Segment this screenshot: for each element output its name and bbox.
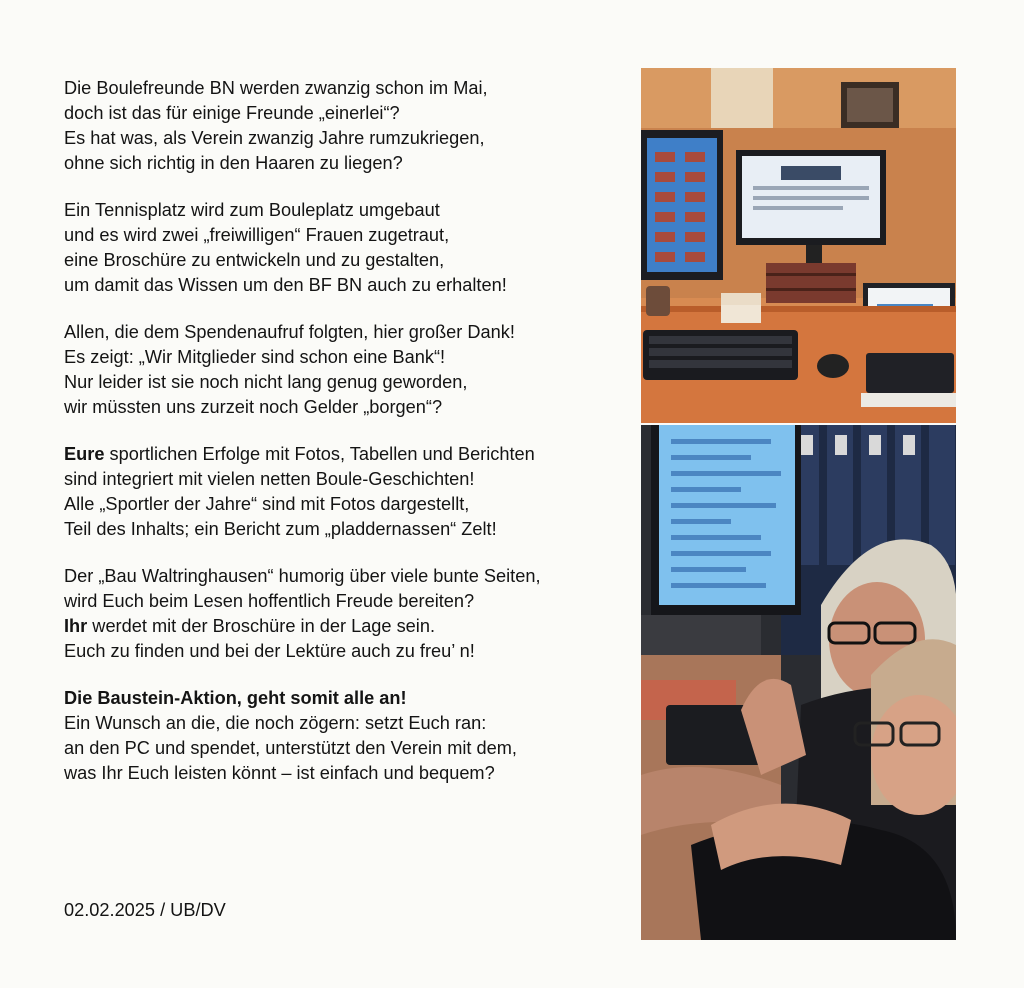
- poem: [64, 76, 634, 808]
- line-text: eine Broschüre zu entwickeln und zu gestalten,: [64, 250, 445, 270]
- poem-line: [64, 248, 634, 273]
- stanza-5: [64, 564, 634, 664]
- selfie-photo: [641, 425, 956, 940]
- poem-line: [64, 320, 634, 345]
- line-text: Euch zu finden und bei der Lektüre auch zu freu’ n!: [64, 641, 475, 661]
- line-text: um damit das Wissen um den BF BN auch zu erhalten!: [64, 275, 507, 295]
- poem-line: [64, 101, 634, 126]
- desk-photo-illustration: [641, 68, 956, 423]
- poem-line: [64, 76, 634, 101]
- line-text: werdet mit der Broschüre in der Lage sein.: [87, 616, 436, 636]
- line-text: an den PC und spendet, unterstützt den Verein mit dem,: [64, 738, 517, 758]
- poem-line: [64, 467, 634, 492]
- stanza-1: [64, 76, 634, 176]
- bold-word: Eure: [64, 444, 105, 464]
- poem-line: [64, 395, 634, 420]
- poem-line: [64, 517, 634, 542]
- line-text: was Ihr Euch leisten könnt – ist einfach und bequem?: [64, 763, 495, 783]
- bold-heading: Die Baustein-Aktion, geht somit alle an!: [64, 688, 407, 708]
- line-text: Ein Tennisplatz wird zum Bouleplatz umgebaut: [64, 200, 440, 220]
- line-text: Es hat was, als Verein zwanzig Jahre rumzukriegen,: [64, 128, 485, 148]
- poem-line: [64, 614, 634, 639]
- desk-photo: [641, 68, 956, 423]
- line-text: ohne sich richtig in den Haaren zu liegen?: [64, 153, 403, 173]
- line-text: Nur leider ist sie noch nicht lang genug geworden,: [64, 372, 468, 392]
- poem-line: [64, 761, 634, 786]
- stanza-3: [64, 320, 634, 420]
- poem-line: [64, 442, 634, 467]
- stanza-6: [64, 686, 634, 786]
- line-text: wird Euch beim Lesen hoffentlich Freude bereiten?: [64, 591, 475, 611]
- stanza-4: [64, 442, 634, 542]
- line-text: Der „Bau Waltringhausen“ humorig über viele bunte Seiten,: [64, 566, 541, 586]
- line-text: Alle „Sportler der Jahre“ sind mit Fotos dargestellt,: [64, 494, 470, 514]
- bold-word: Ihr: [64, 616, 88, 636]
- poem-line: [64, 639, 634, 664]
- line-text: Die Boulefreunde BN werden zwanzig schon im Mai,: [64, 78, 488, 98]
- poem-line: [64, 686, 634, 711]
- poem-line: [64, 345, 634, 370]
- poem-line: [64, 273, 634, 298]
- poem-line: [64, 492, 634, 517]
- line-text: und es wird zwei „freiwilligen“ Frauen zugetraut,: [64, 225, 450, 245]
- line-text: sind integriert mit vielen netten Boule-Geschichten!: [64, 469, 475, 489]
- poem-line: [64, 151, 634, 176]
- line-text: Es zeigt: „Wir Mitglieder sind schon eine Bank“!: [64, 347, 446, 367]
- poem-line: [64, 370, 634, 395]
- poem-line: [64, 223, 634, 248]
- line-text: wir müssten uns zurzeit noch Gelder „borgen“?: [64, 397, 443, 417]
- poem-line: [64, 564, 634, 589]
- poem-line: [64, 736, 634, 761]
- stanza-2: [64, 198, 634, 298]
- line-text: Allen, die dem Spendenaufruf folgten, hier großer Dank!: [64, 322, 515, 342]
- line-text: doch ist das für einige Freunde „einerlei“?: [64, 103, 400, 123]
- poem-line: [64, 711, 634, 736]
- poem-line: [64, 589, 634, 614]
- selfie-photo-illustration: [641, 425, 956, 940]
- line-text: Teil des Inhalts; ein Bericht zum „pladdernassen“ Zelt!: [64, 519, 497, 539]
- poem-line: [64, 198, 634, 223]
- line-text: sportlichen Erfolge mit Fotos, Tabellen und Berichten: [104, 444, 535, 464]
- poem-line: [64, 126, 634, 151]
- line-text: Ein Wunsch an die, die noch zögern: setzt Euch ran:: [64, 713, 487, 733]
- date-signature: 02.02.2025 / UB/DV: [64, 900, 226, 920]
